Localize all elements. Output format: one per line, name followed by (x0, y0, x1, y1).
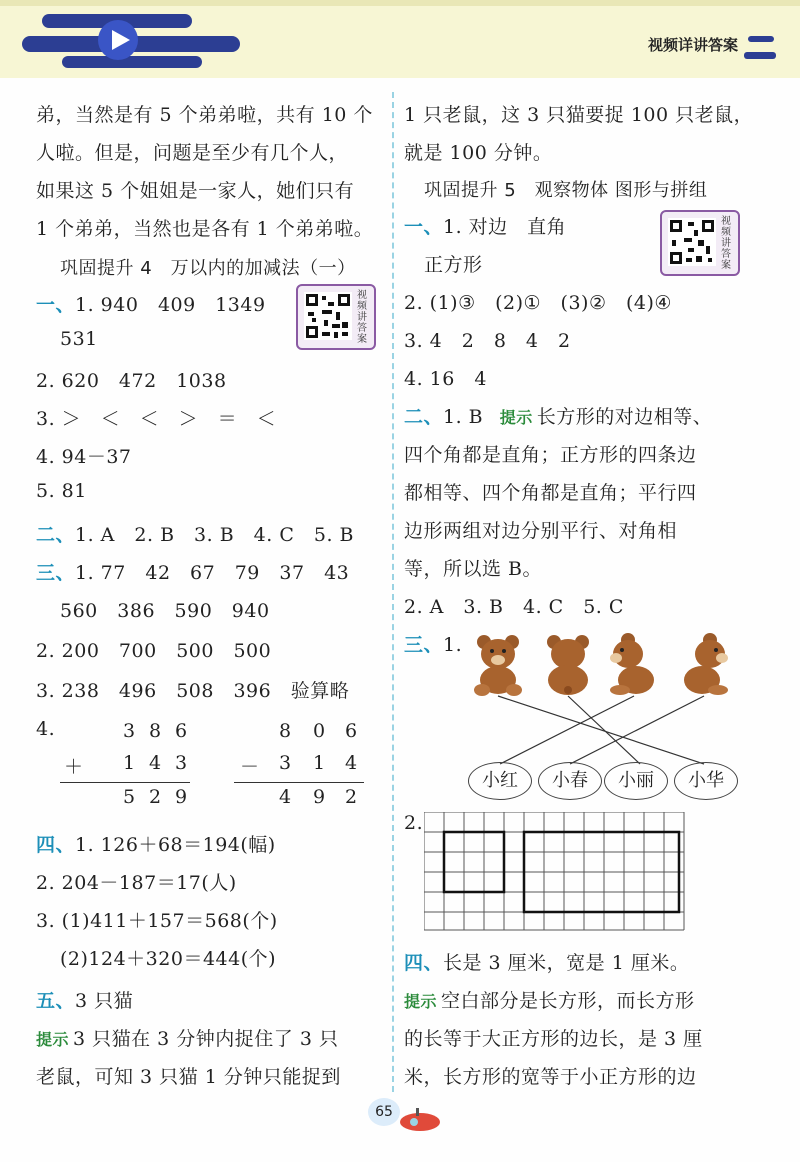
left-line-4: 1 个弟弟，当然也是各有 1 个弟弟啦。 (36, 218, 374, 240)
l-p4-q1: 四、1. 126＋68＝194(幅) (36, 834, 276, 856)
matching-lines (470, 690, 740, 770)
calc-digit: 8 (278, 720, 292, 742)
bear-left-side-icon (606, 630, 662, 696)
bear-back-icon (540, 630, 596, 696)
qr-code-right[interactable] (660, 210, 740, 276)
calc-digit: 9 (174, 786, 188, 808)
r-p1-q1: 一、1. 对边 直角 (404, 216, 567, 238)
calc-digit: 3 (278, 752, 292, 774)
l-p1-q5: 5. 81 (36, 480, 87, 502)
calc-digit: 1 (122, 752, 136, 774)
small-square (444, 832, 504, 892)
name-bubble: 小红 (468, 762, 532, 800)
page-number: 65 (368, 1098, 400, 1126)
r-p1-q1b: 正方形 (424, 254, 483, 276)
right-line-1: 1 只老鼠，这 3 只猫要捉 100 只老鼠， (404, 104, 754, 126)
calc-operator: ＋ (64, 756, 84, 778)
calc-digit: 1 (312, 752, 326, 774)
l-p2: 二、1. A 2. B 3. B 4. C 5. B (36, 524, 354, 546)
header-decoration (22, 8, 262, 78)
r-tip2-1: 提示 空白部分是长方形，而长方形 (404, 990, 695, 1012)
calc-digit: 8 (148, 720, 162, 742)
calc-line (234, 782, 364, 783)
l-p5: 五、3 只猫 (36, 990, 134, 1012)
vertical-subtraction (234, 720, 364, 810)
calc-digit: 2 (148, 786, 162, 808)
left-line-1: 弟，当然是有 5 个弟弟啦，共有 10 个 (36, 104, 373, 126)
l-p3-q2: 2. 200 700 500 500 (36, 640, 272, 662)
page-header (0, 0, 800, 78)
left-line-2: 人啦。但是，问题是至少有几个人， (36, 142, 349, 164)
header-corner-icon (738, 18, 788, 68)
qr-label: 视频讲答案 (721, 216, 731, 271)
r-tip1-5: 等，所以选 B。 (404, 558, 543, 580)
l-p1-q1: 一、1. 940 409 1349 (36, 294, 266, 316)
name-bubble: 小华 (674, 762, 738, 800)
vertical-addition (60, 720, 190, 810)
l-p4-q3: 3. (1)411＋157＝568(个) (36, 910, 278, 932)
right-line-2: 就是 100 分钟。 (404, 142, 553, 164)
qr-label: 视频讲答案 (357, 290, 367, 345)
r-p1-q3: 3. 4 2 8 4 2 (404, 330, 571, 352)
r-p1-q2: 2. (1)③ (2)① (3)② (4)④ (404, 292, 672, 314)
left-line-3: 如果这 5 个姐姐是一家人，她们只有 (36, 180, 355, 202)
tip-label: 提示 (499, 408, 533, 427)
l-p4-q2: 2. 204－187＝17(人) (36, 872, 237, 894)
calc-digit: 9 (312, 786, 326, 808)
qr-code-icon (304, 292, 352, 340)
r-p3-q1: 三、1. (404, 634, 463, 656)
l-tip-1: 提示 3 只猫在 3 分钟内捉住了 3 只 (36, 1028, 339, 1050)
qr-code-icon (668, 218, 716, 266)
calc-digit: 0 (312, 720, 326, 742)
square-grid (424, 812, 686, 932)
tip-label: 提示 (36, 1030, 70, 1049)
bear-front-icon (470, 630, 526, 696)
r-tip1-3: 都相等、四个角都是直角；平行四 (404, 482, 697, 504)
l-p3-q1: 三、1. 77 42 67 79 37 43 (36, 562, 350, 584)
calc-operator: － (240, 756, 260, 778)
r-p2-rest: 2. A 3. B 4. C 5. C (404, 596, 624, 618)
l-p1-q4: 4. 94－37 (36, 446, 132, 468)
calc-line (60, 782, 190, 783)
calc-digit: 6 (344, 720, 358, 742)
l-p1-q3: 3. ＞ ＜ ＜ ＞ ＝ ＜ (36, 408, 277, 430)
r-p2-q1: 二、1. B 提示 长方形的对边相等、 (404, 406, 713, 428)
l-p1-q1b: 531 (60, 328, 98, 350)
r-p4: 四、长是 3 厘米，宽是 1 厘米。 (404, 952, 690, 974)
l-p1-q2: 2. 620 472 1038 (36, 370, 227, 392)
bear-right-side-icon (676, 630, 732, 696)
r-tip2-2: 的长等于大正方形的边长，是 3 厘 (404, 1028, 703, 1050)
l-p4-q3b: (2)124＋320＝444(个) (60, 948, 277, 970)
l-p3-q3: 3. 238 496 508 396 验算略 (36, 680, 350, 702)
calc-digit: 5 (122, 786, 136, 808)
l-p3-q4: 4. (36, 718, 56, 740)
r-p3-q2: 2. (404, 812, 424, 834)
r-tip2-3: 米，长方形的宽等于小正方形的边 (404, 1066, 697, 1088)
name-bubble: 小丽 (604, 762, 668, 800)
r-tip1-2: 四个角都是直角；正方形的四条边 (404, 444, 697, 466)
l-tip-2: 老鼠，可知 3 只猫 1 分钟只能捉到 (36, 1066, 341, 1088)
calc-digit: 4 (148, 752, 162, 774)
header-title: 视频详讲答案 (647, 36, 738, 54)
section4-title: 巩固提升 4 万以内的加减法（一） (60, 258, 356, 279)
l-p3-q1b: 560 386 590 940 (60, 600, 270, 622)
r-tip1-4: 边形两组对边分别平行、对角相 (404, 520, 678, 542)
section5-title: 巩固提升 5 观察物体 图形与拼组 (424, 180, 708, 201)
name-bubble: 小春 (538, 762, 602, 800)
r-p1-q4: 4. 16 4 (404, 368, 487, 390)
calc-digit: 4 (344, 752, 358, 774)
column-divider (392, 92, 394, 1092)
calc-digit: 3 (174, 752, 188, 774)
submarine-icon (396, 1104, 446, 1134)
calc-digit: 4 (278, 786, 292, 808)
calc-digit: 2 (344, 786, 358, 808)
tip-label: 提示 (404, 992, 438, 1011)
calc-digit: 3 (122, 720, 136, 742)
qr-code-left[interactable] (296, 284, 376, 350)
calc-digit: 6 (174, 720, 188, 742)
header-strip (0, 0, 800, 6)
